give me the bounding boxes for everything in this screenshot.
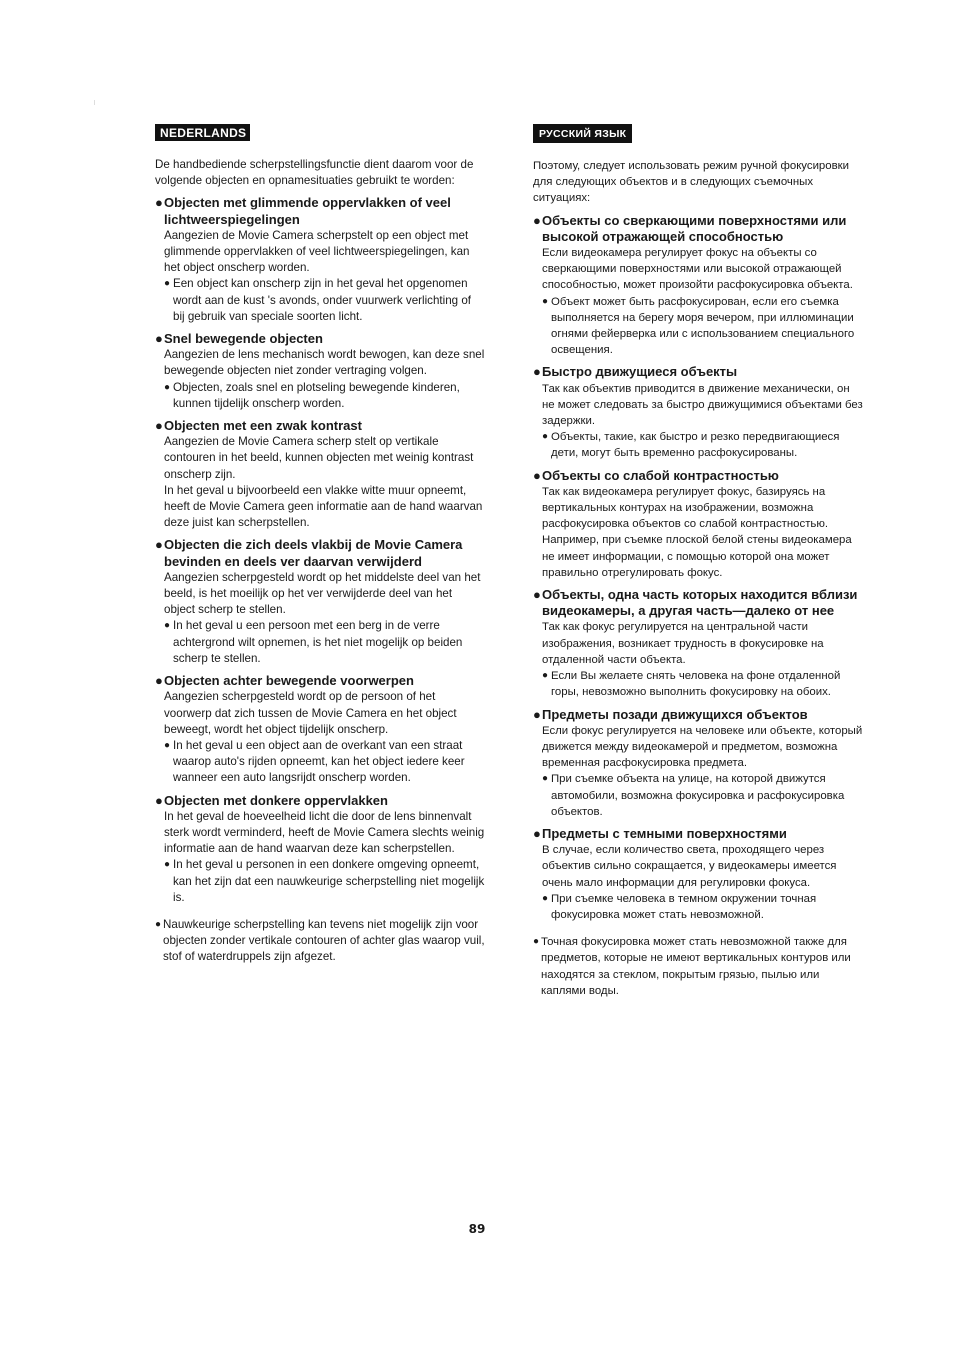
sub-bullet: [164, 857, 485, 906]
bullet-icon: ●: [164, 620, 171, 632]
section-heading-text: Объекты со слабой контрастностью: [542, 467, 779, 483]
bullet-icon: ●: [155, 331, 163, 347]
language-label-dutch: NEDERLANDS: [155, 124, 250, 141]
section-body: [533, 245, 865, 358]
bullet-icon: ●: [164, 739, 171, 751]
section: [155, 418, 485, 531]
section-heading-text: Objecten met donkere oppervlakken: [164, 792, 388, 808]
section-body-text: Так как объектив приводится в движение механически, он не может следовать за быстро движущимися объектами без задержки.: [542, 382, 863, 428]
section-heading: [533, 826, 865, 842]
sub-bullet: [542, 668, 865, 700]
section-body: [155, 570, 485, 667]
language-label-russian: РУССКИЙ ЯЗЫК: [533, 124, 632, 143]
footnote: [533, 934, 865, 999]
sub-bullet-text: Объекты, такие, как быстро и резко передвигающиеся дети, могут быть временно расфокусированы.: [551, 431, 840, 460]
section-heading-text: Objecten achter bewegende voorwerpen: [164, 673, 414, 689]
section: [533, 213, 865, 359]
section-body-text: Aangezien de Movie Camera scherp stelt op vertikale contouren in het beeld, kunnen objecten met weinig kontrast onscherp zijn. In het geval u bijvoorbeeld een vlakke witte muur opneemt, heeft de Movie Camera geen informatie aan de hand waarvan deze juist kan scherpstellen.: [164, 435, 483, 530]
intro-paragraph: Поэтому, следует использовать режим ручной фокусировки для следующих объектов и в следующих съемочных ситуациях:: [533, 160, 849, 205]
section-heading-text: Objecten met een zwak kontrast: [164, 418, 362, 434]
section-heading: [155, 537, 485, 569]
section: [155, 331, 485, 412]
section-body: [533, 381, 865, 462]
section: [533, 468, 865, 581]
section-heading-text: Объекты со сверкающими поверхностями или высокой отражающей способностью: [542, 212, 847, 244]
section-heading: [533, 468, 865, 484]
page-number: 89: [468, 1222, 486, 1236]
section-body-text: Aangezien de Movie Camera scherpstelt op een object met glimmende oppervlakken of veel lichtweerspiegelingen, kan het object onscherp worden.: [164, 228, 470, 275]
bullet-icon: ●: [155, 673, 163, 689]
section-list: [155, 195, 485, 906]
bullet-icon: ●: [164, 278, 171, 290]
bullet-icon: ●: [164, 381, 171, 393]
footnote: [155, 917, 485, 966]
section-heading: [155, 418, 485, 434]
sub-bullet-text: In het geval u een persoon met een berg in de verre achtergrond wilt opnemen, is het niet mogelijk op beiden scherp te stellen.: [173, 619, 463, 665]
section-body-text: Так как видеокамера регулирует фокус, базируясь на вертикальных контурах на изображении, возможна расфокусировка объектов со слабой контрастностью. Например, при съемке плоской белой стены видеокамера не имеет информации, с помощью которой она может правильно отрегулировать фокус.: [542, 485, 852, 579]
section: [533, 364, 865, 461]
section-body-text: Если фокус регулируется на человеке или объекте, который движется между видеокамерой и предметом, возможна временная расфокусировка предмета.: [542, 724, 863, 770]
section-heading: [533, 707, 865, 723]
section-heading: [155, 331, 485, 347]
section-heading-text: Objecten met glimmende oppervlakken of veel lichtweerspiegelingen: [164, 195, 451, 227]
sub-bullet: [164, 380, 485, 412]
sub-bullet: [164, 738, 485, 787]
section: [155, 195, 485, 325]
bullet-icon: ●: [542, 295, 549, 307]
section-body: [155, 809, 485, 906]
sub-bullet: [542, 771, 865, 820]
section-heading: [533, 587, 865, 619]
section-body-text: Если видеокамера регулирует фокус на объекты со сверкающими поверхностями или высокой отражающей способностью, может произойти расфокусировка объекта.: [542, 247, 853, 292]
section-body: [533, 842, 865, 923]
section-list: [533, 213, 865, 924]
sub-bullet-text: При съемке объекта на улице, на которой движутся автомобили, возможна фокусировка и расфокусировка объектов.: [551, 773, 845, 818]
bullet-icon: ●: [155, 418, 163, 434]
section-heading-text: Быстро движущиеся объекты: [542, 364, 738, 380]
bullet-icon: ●: [542, 431, 549, 443]
bullet-icon: ●: [533, 212, 541, 228]
sub-bullet-text: In het geval u een object aan de overkant van een straat waarop auto's rijden opneemt, kan het object iedere keer wanneer een auto langsrijdt onscherp worden.: [173, 738, 465, 785]
section-heading-text: Предметы с темными поверхностями: [542, 825, 787, 841]
section-body: [155, 434, 485, 531]
section: [533, 707, 865, 820]
section: [155, 673, 485, 786]
section-body: [533, 484, 865, 581]
bullet-icon: ●: [542, 892, 549, 904]
sub-bullet: [542, 429, 865, 461]
bullet-icon: ●: [155, 918, 162, 930]
section: [155, 793, 485, 906]
bullet-icon: ●: [542, 670, 549, 682]
section-body: [155, 689, 485, 786]
sub-bullet: [542, 891, 865, 923]
section-heading: [155, 673, 485, 689]
section-body-text: In het geval de hoeveelheid licht die door de lens binnenvalt sterk wordt verminderd, heeft de Movie Camera slechts weinig informatie aan de hand waarvan deze kan scherpstellen.: [164, 809, 485, 856]
bullet-icon: ●: [533, 825, 541, 841]
section-heading: [155, 195, 485, 227]
section-heading-text: Объекты, одна часть которых находится вблизи видеокамеры, а другая часть—далеко от нее: [542, 587, 858, 619]
sub-bullet-text: Объект может быть расфокусирован, если его съемка выполняется на берегу моря вечером, при иллюминации огнями фейерверка или с использованием специального освещения.: [551, 295, 855, 357]
section: [533, 826, 865, 923]
sub-bullet: [164, 618, 485, 667]
sub-bullet: [542, 294, 865, 359]
section-heading: [155, 793, 485, 809]
section-heading-text: Objecten die zich deels vlakbij de Movie Camera bevinden en deels ver daarvan verwijderd: [164, 537, 463, 569]
section-body-text: Так как фокус регулируется на центральной части изображения, возникает трудность в фокусировке на отдаленной части объекта.: [542, 621, 824, 666]
bullet-icon: ●: [155, 195, 163, 211]
bullet-icon: ●: [164, 859, 171, 871]
section-heading-text: Snel bewegende objecten: [164, 331, 323, 347]
section: [533, 587, 865, 700]
bullet-icon: ●: [533, 706, 541, 722]
section-heading: [533, 213, 865, 245]
russian-column: [533, 124, 865, 999]
bullet-icon: ●: [533, 587, 541, 603]
section-body-text: Aangezien scherpgesteld wordt op het middelste deel van het beeld, is het moeilijk op het ver verwijderde deel van het object scherp te stellen.: [164, 570, 481, 617]
section-body: [155, 347, 485, 412]
sub-bullet-text: Если Вы желаете снять человека на фоне отдаленной горы, невозможно выполнить фокусировку на обоих.: [551, 670, 841, 699]
bullet-icon: ●: [542, 773, 549, 785]
section-body-text: Aangezien scherpgesteld wordt op de persoon of het voorwerp dat zich tussen de Movie Camera en het object beweegt, wordt het object tijdelijk onscherp.: [164, 690, 457, 736]
section-body-text: Aangezien de lens mechanisch wordt bewogen, kan deze snel bewegende objecten niet zonder vertraging volgen.: [164, 348, 485, 378]
section-body: [533, 723, 865, 820]
sub-bullet-text: Een object kan onscherp zijn in het geval het opgenomen wordt aan de kust 's avonds, onder vuurwerk verlichting of bij gebruik van speciale soorten licht.: [173, 277, 472, 323]
section-heading-text: Предметы позади движущихся объектов: [542, 706, 808, 722]
sub-bullet-text: In het geval u personen in een donkere omgeving opneemt, kan het zijn dat een nauwkeurige scherpstelling niet mogelijk is.: [173, 858, 485, 904]
bullet-icon: ●: [155, 537, 163, 553]
bullet-icon: ●: [533, 467, 541, 483]
section-body: [533, 619, 865, 700]
sub-bullet-text: При съемке человека в темном окружении точная фокусировка может стать невозможной.: [551, 892, 817, 921]
sub-bullet-text: Objecten, zoals snel en plotseling bewegende kinderen, kunnen tijdelijk onscherp worden.: [173, 380, 460, 410]
bullet-icon: ●: [155, 792, 163, 808]
section-body: [155, 228, 485, 325]
section: [155, 537, 485, 667]
footnote-text: Nauwkeurige scherpstelling kan tevens niet mogelijk zijn voor objecten zonder vertikale contouren of achter glas waarop vuil, stof of waterdruppels zijn afgezet.: [163, 917, 485, 964]
bullet-icon: ●: [533, 364, 541, 380]
scan-mark: [94, 100, 95, 105]
intro-paragraph: De handbediende scherpstellingsfunctie dient daarom voor de volgende objecten en opnamesituaties gebruikt te worden:: [155, 158, 474, 188]
footnote-text: Точная фокусировка может стать невозможной также для предметов, которые не имеют вертикальных контуров или находятся за стеклом, покрытым грязью, пылью или каплями воды.: [541, 936, 851, 997]
section-heading: [533, 364, 865, 380]
dutch-column: [155, 124, 485, 966]
sub-bullet: [164, 276, 485, 325]
bullet-icon: ●: [533, 936, 540, 948]
section-body-text: В случае, если количество света, проходящего через объектив сильно сокращается, у видеокамеры имеется очень мало информации для регулировки фокуса.: [542, 844, 837, 889]
